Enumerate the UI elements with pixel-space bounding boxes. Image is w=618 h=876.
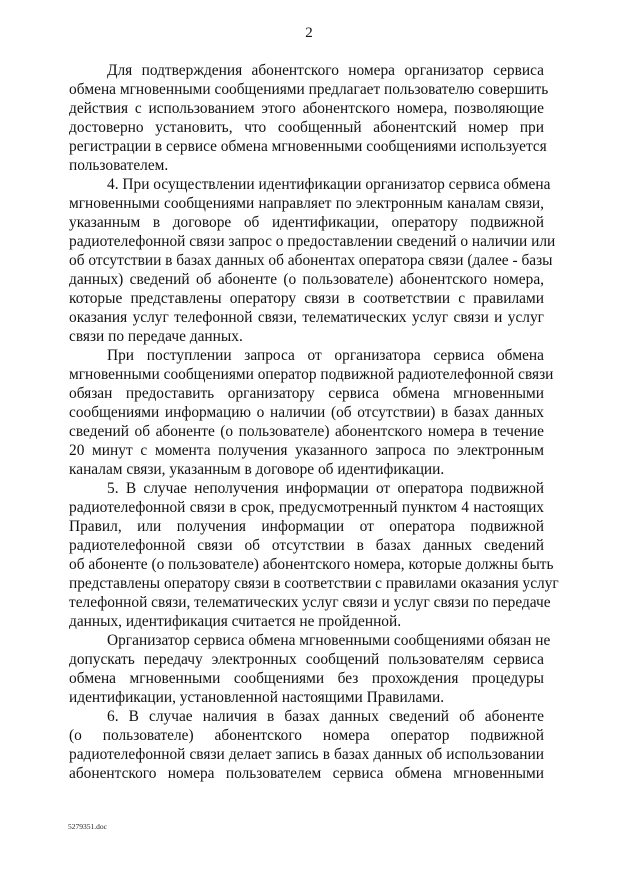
text-line: радиотелефонной связи запрос о предоставлении сведений о наличии или: [69, 233, 556, 250]
text-line: каналам связи, указанным в договоре об идентификации.: [69, 461, 445, 478]
document-body: [69, 61, 559, 783]
text-line: об отсутствии в базах данных об абонентах оператора связи (далее - базы: [69, 252, 553, 269]
text-line: обязан предоставить организатору сервиса обмена мгновенными: [69, 385, 544, 402]
text-line: радиотелефонной связи в срок, предусмотренный пунктом 4 настоящих: [69, 499, 544, 516]
text-line: Правил, или получения информации от оператора подвижной: [69, 518, 544, 535]
paragraph-clause-4: [69, 175, 556, 346]
text-line: телефонной связи, телематических услуг связи и услуг связи по передаче: [69, 594, 551, 611]
text-line: 4. При осуществлении идентификации организатор сервиса обмена: [107, 176, 551, 193]
text-line: данных) сведений об абоненте (о пользователе) абонентского номера,: [69, 271, 544, 288]
text-line: оказания услуг телефонной связи, телематических услуг связи и услуг: [69, 309, 544, 326]
text-line: указанным в договоре об идентификации, оператору подвижной: [69, 214, 544, 231]
text-line: радиотелефонной связи делает запись в базах данных об использовании: [69, 746, 544, 763]
text-line: При поступлении запроса от организатора сервиса обмена: [107, 347, 544, 364]
text-line: мгновенными сообщениями оператор подвижной радиотелефонной связи: [69, 366, 554, 383]
text-line: 20 минут с момента получения указанного запроса по электронным: [69, 442, 544, 459]
text-line: сведений об абоненте (о пользователе) абонентского номера в течение: [69, 423, 544, 440]
footer-filename: 5279351.doc: [68, 822, 107, 831]
text-line: обмена мгновенными сообщениями без прохождения процедуры: [69, 670, 544, 687]
text-line: представлены оператору связи в соответствии с правилами оказания услуг: [69, 575, 559, 592]
text-line: (о пользователе) абонентского номера оператор подвижной: [69, 727, 544, 744]
text-line: радиотелефонной связи об отсутствии в базах данных сведений: [69, 537, 544, 554]
text-line: абонентского номера пользователем сервиса обмена мгновенными: [69, 765, 544, 782]
text-line: которые представлены оператору связи в соответствии с правилами: [69, 290, 544, 307]
text-line: обмена мгновенными сообщениями предлагает пользователю совершить: [69, 81, 549, 98]
text-line: допускать передачу электронных сообщений пользователям сервиса: [69, 651, 544, 668]
text-line: мгновенными сообщениями направляет по электронным каналам связи,: [69, 195, 544, 212]
text-line: сообщениями информацию о наличии (об отсутствии) в базах данных: [69, 404, 544, 421]
paragraph-organizer-obligation: [69, 631, 551, 707]
text-line: об абоненте (о пользователе) абонентского номера, которые должны быть: [69, 556, 554, 573]
text-line: 6. В случае наличия в базах данных сведений об абоненте: [107, 708, 544, 725]
text-line: Для подтверждения абонентского номера организатор сервиса: [107, 62, 544, 79]
text-line: достоверно установить, что сообщенный абонентский номер при: [69, 119, 544, 136]
page-number: 2: [305, 25, 313, 41]
text-line: идентификации, установленной настоящими Правилами.: [69, 689, 445, 706]
text-line: 5. В случае неполучения информации от оператора подвижной: [107, 480, 544, 497]
paragraph-phone-confirmation: [69, 61, 549, 175]
text-line: пользователем.: [69, 157, 169, 174]
text-line: регистрации в сервисе обмена мгновенными сообщениями используется: [69, 138, 547, 155]
paragraph-clause-5: [69, 479, 559, 631]
text-line: связи по передаче данных.: [69, 328, 243, 345]
text-line: действия с использованием этого абонентского номера, позволяющие: [69, 100, 544, 117]
text-line: данных, идентификация считается не пройденной.: [69, 613, 402, 630]
text-line: Организатор сервиса обмена мгновенными сообщениями обязан не: [107, 632, 551, 649]
paragraph-clause-6: [69, 707, 544, 783]
paragraph-operator-response: [69, 346, 554, 479]
